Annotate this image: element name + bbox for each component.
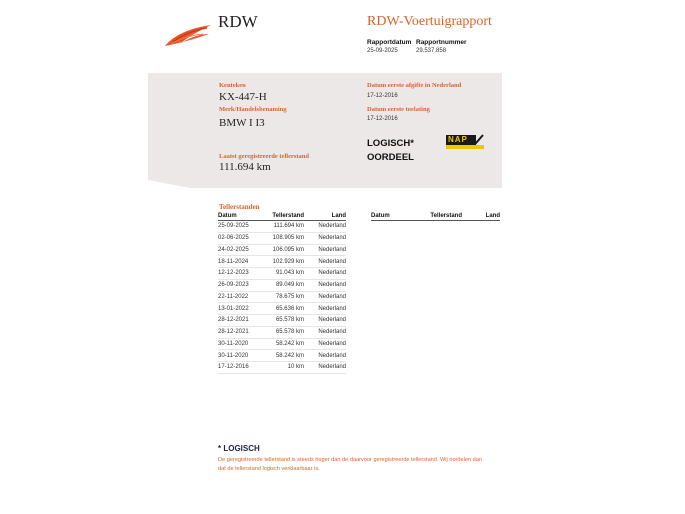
vehicle-panel bbox=[148, 73, 502, 188]
row-country: Nederland bbox=[304, 291, 346, 303]
col-header-odometer: Tellerstand bbox=[419, 211, 462, 221]
row-date: 02-06-2025 bbox=[218, 232, 266, 244]
row-odometer: 58.242 km bbox=[266, 350, 304, 362]
row-date: 30-11-2020 bbox=[218, 338, 266, 350]
odometer-label: Laatst geregistreerde tellerstand bbox=[219, 153, 310, 160]
row-country: Nederland bbox=[304, 326, 346, 338]
row-date: 28-12-2021 bbox=[218, 326, 266, 338]
brand-label: Merk/Handelsbenaming bbox=[219, 106, 287, 113]
report-date-value: 25-09-2025 bbox=[367, 48, 398, 54]
row-country: Nederland bbox=[304, 362, 346, 374]
report-date-label: Rapportdatum bbox=[367, 39, 412, 46]
table-row bbox=[218, 350, 346, 362]
row-date: 18-11-2024 bbox=[218, 256, 266, 268]
col-header-odometer: Tellerstand bbox=[266, 211, 304, 221]
row-country: Nederland bbox=[304, 221, 346, 233]
table-row bbox=[218, 291, 346, 303]
row-date: 22-11-2022 bbox=[218, 291, 266, 303]
row-date: 24-02-2025 bbox=[218, 244, 266, 256]
odometer-table bbox=[218, 211, 346, 374]
col-header-country: Land bbox=[304, 211, 346, 221]
row-date: 28-12-2021 bbox=[218, 315, 266, 327]
row-odometer: 91.043 km bbox=[266, 268, 304, 280]
footnote-text-1: De geregistreerde tellerstand is steeds hoger dan de daarvoor geregistreerde tellerstand. Wij oordelen dan bbox=[218, 457, 482, 463]
row-country: Nederland bbox=[304, 338, 346, 350]
nap-logo-text: NAP bbox=[448, 135, 468, 144]
col-header-date: Datum bbox=[218, 211, 266, 221]
odometer-table-right bbox=[371, 211, 500, 221]
plate-label: Kenteken bbox=[219, 82, 246, 89]
table-header-row bbox=[218, 211, 346, 221]
report-number-value: 29.537.858 bbox=[416, 48, 447, 54]
first-issue-nl-value: 17-12-2016 bbox=[367, 93, 398, 99]
row-date: 17-12-2016 bbox=[218, 362, 266, 374]
table-row bbox=[218, 268, 346, 280]
panel-notch bbox=[148, 180, 190, 188]
row-odometer: 10 km bbox=[266, 362, 304, 374]
row-country: Nederland bbox=[304, 279, 346, 291]
brand-name: RDW bbox=[218, 12, 258, 31]
first-admission-value: 17-12-2016 bbox=[367, 116, 398, 122]
table-row bbox=[218, 256, 346, 268]
row-country: Nederland bbox=[304, 256, 346, 268]
table-row bbox=[218, 221, 346, 233]
table-row bbox=[218, 279, 346, 291]
table-row bbox=[218, 303, 346, 315]
col-header-country: Land bbox=[462, 211, 500, 221]
table-row bbox=[218, 362, 346, 374]
row-country: Nederland bbox=[304, 350, 346, 362]
brand-value: BMW I I3 bbox=[219, 117, 265, 129]
row-date: 30-11-2020 bbox=[218, 350, 266, 362]
row-odometer: 65.578 km bbox=[266, 326, 304, 338]
row-odometer: 58.242 km bbox=[266, 338, 304, 350]
row-odometer: 65.636 km bbox=[266, 303, 304, 315]
table-row bbox=[218, 244, 346, 256]
row-date: 12-12-2023 bbox=[218, 268, 266, 280]
report-number-label: Rapportnummer bbox=[416, 39, 467, 46]
plate-value: KX-447-H bbox=[219, 91, 267, 103]
row-country: Nederland bbox=[304, 268, 346, 280]
rdw-logo bbox=[163, 22, 213, 48]
row-date: 13-01-2022 bbox=[218, 303, 266, 315]
row-odometer: 65.578 km bbox=[266, 315, 304, 327]
verdict-line1: LOGISCH* bbox=[367, 138, 414, 149]
row-country: Nederland bbox=[304, 232, 346, 244]
row-odometer: 102.929 km bbox=[266, 256, 304, 268]
first-admission-label: Datum eerste toelating bbox=[367, 106, 430, 113]
table-row bbox=[218, 315, 346, 327]
row-country: Nederland bbox=[304, 315, 346, 327]
row-odometer: 111.694 km bbox=[266, 221, 304, 233]
col-header-date: Datum bbox=[371, 211, 419, 221]
checkmark-icon bbox=[472, 134, 484, 145]
odometer-value: 111.694 km bbox=[219, 161, 271, 173]
table-row bbox=[218, 232, 346, 244]
row-date: 25-09-2025 bbox=[218, 221, 266, 233]
nap-logo bbox=[446, 135, 484, 149]
row-odometer: 106.095 km bbox=[266, 244, 304, 256]
first-issue-nl-label: Datum eerste afgifte in Nederland bbox=[367, 82, 462, 89]
tellerstanden-title: Tellerstanden bbox=[219, 203, 260, 211]
footnote-title: * LOGISCH bbox=[218, 444, 260, 453]
row-country: Nederland bbox=[304, 244, 346, 256]
row-odometer: 78.675 km bbox=[266, 291, 304, 303]
row-odometer: 89.049 km bbox=[266, 279, 304, 291]
row-country: Nederland bbox=[304, 303, 346, 315]
footnote-text-2: dat de tellerstand logisch verklaarbaar is. bbox=[218, 466, 320, 472]
table-row bbox=[218, 326, 346, 338]
table-row bbox=[218, 338, 346, 350]
row-date: 26-09-2023 bbox=[218, 279, 266, 291]
verdict-line2: OORDEEL bbox=[367, 152, 414, 163]
table-header-row bbox=[371, 211, 500, 221]
row-odometer: 108.905 km bbox=[266, 232, 304, 244]
report-title: RDW-Voertuigrapport bbox=[367, 14, 492, 29]
